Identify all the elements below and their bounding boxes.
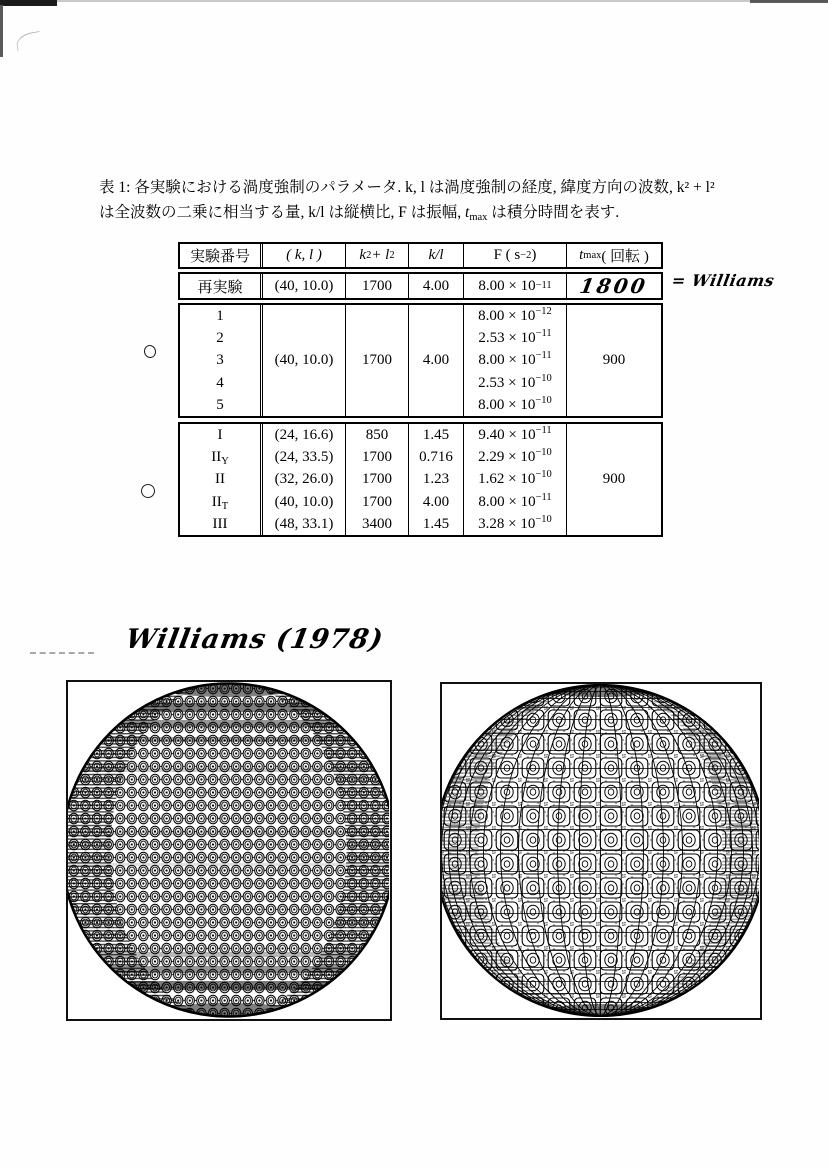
group2-k2l2-4: 1700	[362, 493, 392, 510]
right-globe-pattern	[442, 684, 759, 1017]
group2-kl-4: (40, 10.0)	[274, 493, 334, 510]
header-ratio-label: k/l	[428, 247, 444, 263]
group1-label-4: 4	[216, 374, 224, 391]
rerun-ratio-cell	[408, 274, 463, 298]
header-k2l2-l: + l	[371, 247, 390, 263]
group1-kl: (40, 10.0)	[274, 352, 334, 368]
caption-text-2: は全波数の二乗に相当する量, k/l は縦横比, F は振幅,	[99, 204, 465, 221]
header-kl	[260, 244, 345, 267]
group2-ratio-col	[408, 424, 463, 535]
rerun-k2l2-cell	[345, 274, 408, 298]
header-exp-no-label: 実験番号	[189, 249, 250, 265]
figure-right-frame	[440, 682, 762, 1020]
group2-k2l2-5: 3400	[362, 515, 392, 532]
rerun-ratio: 4.00	[422, 277, 450, 294]
handwritten-circle-mark-row3	[143, 344, 157, 359]
header-aspect-ratio	[408, 244, 463, 267]
group1-tmax-cell	[566, 305, 661, 416]
left-globe-vorticity-plot	[68, 682, 389, 1018]
group2-f-4: $8.00 \times 10^{-11}$	[478, 491, 552, 510]
group2-ratio-2: 0.716	[419, 449, 453, 466]
group2-labels-col	[180, 424, 260, 535]
group2-kl-col	[260, 424, 345, 535]
group1-f-col	[463, 305, 566, 416]
group1-ratio-cell	[408, 305, 463, 416]
group2-f-3: $1.62 \times 10^{-10}$	[478, 469, 552, 488]
group1-f-2: $2.53 \times 10^{-11}$	[478, 328, 552, 347]
rerun-f-cell: 8.00 × 10 −11	[463, 274, 566, 298]
rerun-tmax-cell	[566, 274, 661, 298]
header-amplitude: F ( s −2 )	[463, 244, 566, 267]
header-amp-pre: F ( s	[493, 247, 521, 263]
group2-ratio-5: 1.45	[422, 515, 450, 532]
caption-tmax-sub: max	[469, 212, 488, 223]
group2-tmax: 900	[602, 471, 626, 487]
group2-f-5: $3.28 \times 10^{-10}$	[478, 513, 552, 532]
group1-f-1: $8.00 \times 10^{-12}$	[478, 306, 552, 324]
table-row-rerun	[178, 272, 663, 300]
group2-label-II: II	[215, 471, 225, 488]
group2-tmax-cell	[566, 424, 661, 535]
group1-kl-cell	[260, 305, 345, 416]
group2-ratio-3: 1.23	[422, 471, 450, 488]
group2-k2l2-3: 1700	[362, 471, 392, 488]
group2-k2l2-1: 850	[365, 427, 389, 443]
group2-label-IIY: $II_Y$	[211, 449, 229, 468]
group1-label-5: 5	[216, 396, 224, 413]
caption-line-1	[99, 175, 744, 200]
group2-f-2: $2.29 \times 10^{-10}$	[478, 447, 552, 466]
group2-label-I: I	[217, 427, 223, 443]
right-globe-vorticity-plot	[442, 684, 759, 1017]
table-group-1	[178, 303, 663, 418]
group2-kl-1: (24, 16.6)	[274, 427, 334, 443]
group1-f-5: $8.00 \times 10^{-10}$	[478, 394, 552, 413]
header-tmax-rest: ( 回転 )	[601, 249, 649, 265]
header-tmax-t: t	[579, 247, 584, 263]
pencil-dash-mark	[30, 652, 94, 654]
header-amp-post: )	[531, 247, 537, 263]
group2-ratio-4: 4.00	[422, 493, 450, 510]
table-header-row	[178, 242, 663, 269]
rerun-label: 再実験	[197, 279, 243, 296]
header-kl-label: ( k, l )	[286, 247, 322, 263]
group1-label-3: 3	[216, 352, 224, 369]
scan-artifact-left-edge	[0, 5, 3, 57]
scan-artifact-top-line	[0, 0, 828, 2]
caption-tmax-t: t	[465, 204, 470, 221]
group2-k2l2-col	[345, 424, 408, 535]
group1-f-4: $2.53 \times 10^{-10}$	[478, 372, 552, 391]
group1-k2l2: 1700	[362, 352, 392, 368]
group1-labels-col	[180, 305, 260, 416]
table-group-2	[178, 422, 663, 537]
handwritten-circle-mark-rowIIT	[139, 482, 157, 500]
group2-label-III: III	[212, 515, 228, 532]
experiments-table	[178, 242, 663, 537]
group1-tmax: 900	[602, 352, 626, 368]
handwritten-1800: 1800	[578, 274, 650, 298]
header-exp-no	[180, 244, 260, 267]
header-k2l2-k: k	[359, 247, 367, 263]
scan-artifact-top-right	[750, 0, 828, 3]
group1-label-1: 1	[216, 308, 224, 324]
group1-label-2: 2	[216, 330, 224, 347]
caption-text-3: は積分時間を表す.	[487, 204, 620, 221]
group2-f-1: $9.40 \times 10^{-11}$	[478, 425, 552, 443]
group2-kl-5: (48, 33.1)	[274, 515, 334, 532]
group1-ratio: 4.00	[422, 352, 450, 368]
rerun-k2l2: 1700	[362, 277, 392, 294]
group2-kl-3: (32, 26.0)	[274, 471, 334, 488]
group2-f-col	[463, 424, 566, 535]
left-globe-pattern	[68, 682, 389, 1018]
scan-artifact-pencil-curve	[15, 31, 42, 51]
caption-text-1: 表 1: 各実験における渦度強制のパラメータ. k, l は渦度強制の経度, 緯度方向の波数, k² + l²	[99, 179, 715, 196]
rerun-kl-cell	[260, 274, 345, 298]
handwritten-equals-williams: = Williams	[670, 271, 776, 290]
table-caption	[99, 175, 744, 225]
header-tmax: t max ( 回転 )	[566, 244, 661, 267]
rerun-kl: (40, 10.0)	[274, 277, 334, 294]
group2-label-IIT: $II_T$	[211, 493, 229, 512]
group2-kl-2: (24, 33.5)	[274, 449, 334, 466]
scan-artifact-top-left	[0, 0, 57, 6]
header-k2l2: k 2 + l 2	[345, 244, 408, 267]
group2-ratio-1: 1.45	[422, 427, 450, 443]
rerun-f-base: 8.00 × 10	[478, 277, 536, 294]
group2-k2l2-2: 1700	[362, 449, 392, 466]
caption-line-2	[99, 200, 744, 225]
group1-k2l2-cell	[345, 305, 408, 416]
rerun-label-cell	[180, 274, 260, 298]
handwritten-figure-label: Williams (1978)	[123, 624, 386, 655]
group1-f-3: $8.00 \times 10^{-11}$	[478, 350, 552, 369]
figure-left-frame	[66, 680, 392, 1021]
